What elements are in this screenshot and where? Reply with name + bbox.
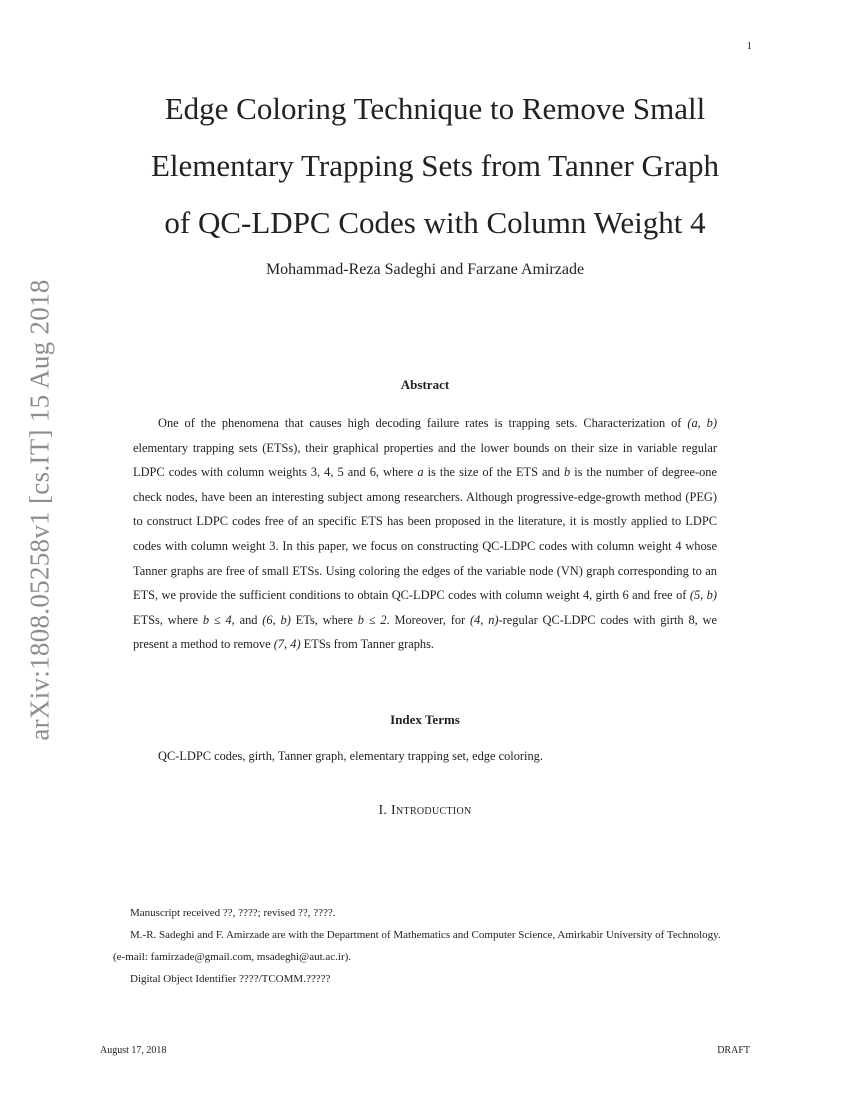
footnotes: [100, 902, 750, 990]
abstract-text: ETSs, where: [133, 612, 203, 627]
math-inline: (6, b): [262, 612, 291, 627]
abstract-text: ETs, where: [290, 612, 358, 627]
index-terms-body: QC-LDPC codes, girth, Tanner graph, elementary trapping set, edge coloring.: [158, 749, 543, 763]
footer-date: August 17, 2018: [100, 1045, 167, 1056]
authors: Mohammad-Reza Sadeghi and Farzane Amirzade: [265, 261, 585, 278]
page-number: 1: [746, 40, 752, 52]
abstract-heading: Abstract: [400, 377, 450, 392]
abstract-text: is the number of degree-one check nodes, have been an interesting subject among researchers. Although progressive-edge-growth method (PEG) to construct LDPC codes free of an specific ETS has been proposed in the literature, it is mostly applied to LDPC codes with column weight 3. In this paper, we focus on constructing QC-LDPC codes with column weight 4 whose Tanner graphs are free of small ETSs. Using coloring the edges of the variable node (VN) graph corresponding to an ETS, we provide the sufficient conditions to obtain QC-LDPC codes with column weight 4, girth 6 and free of: [133, 465, 718, 603]
abstract-paragraph: [133, 411, 717, 657]
footnote-affiliation: M.-R. Sadeghi and F. Amirzade are with the Department of Mathematics and Computer Science, Amirkabir University of Technology.: [130, 929, 721, 941]
abstract-text: , and: [231, 612, 263, 627]
math-inline: b ≤ 4: [202, 612, 232, 627]
title-line-2: Elementary Trapping Sets from Tanner Graph: [150, 148, 720, 183]
abstract-text: One of the phenomena that causes high decoding failure rates is trapping sets. Characterization of: [158, 416, 688, 430]
section-numeral: I.: [378, 803, 388, 818]
section-title: Introduction: [391, 803, 472, 818]
math-inline: (4, n): [469, 612, 499, 627]
title-line-3: of QC-LDPC Codes with Column Weight 4: [164, 205, 706, 240]
footnote-manuscript: Manuscript received ??, ????; revised ??, ????.: [130, 907, 336, 919]
footer-draft: DRAFT: [717, 1045, 750, 1056]
abstract-text: -regular QC-LDPC codes with girth 8, we present a method to remove: [133, 612, 717, 652]
index-terms-heading: Index Terms: [390, 712, 460, 727]
math-inline: a: [417, 465, 424, 480]
arxiv-stamp-text: arXiv:1808.05258v1 [cs.IT] 15 Aug 2018: [24, 279, 55, 741]
math-inline: (5, b): [689, 588, 717, 603]
title-line-1: Edge Coloring Technique to Remove Small: [164, 91, 706, 126]
math-inline: (7, 4): [273, 637, 301, 652]
footnote-email: (e-mail: famirzade@gmail.com, msadeghi@aut.ac.ir).: [113, 951, 352, 963]
math-inline: b ≤ 2: [357, 612, 387, 627]
paper-title: [90, 80, 780, 251]
abstract-text: elementary trapping sets (ETSs), their graphical properties and the lower bounds on their size in variable regular LDPC codes with column weights 3, 4, 5 and 6, where: [133, 440, 717, 480]
abstract-text: ETSs from Tanner graphs.: [300, 637, 435, 652]
abstract-text: is the size of the ETS and: [423, 465, 564, 480]
math-inline: b: [563, 465, 571, 480]
abstract-text: . Moreover, for: [386, 612, 470, 627]
abstract-body: [133, 411, 717, 657]
math-inline: (a, b): [687, 416, 717, 430]
section-heading: [0, 803, 850, 819]
footnote-doi: Digital Object Identifier ????/TCOMM.?????: [130, 973, 331, 985]
